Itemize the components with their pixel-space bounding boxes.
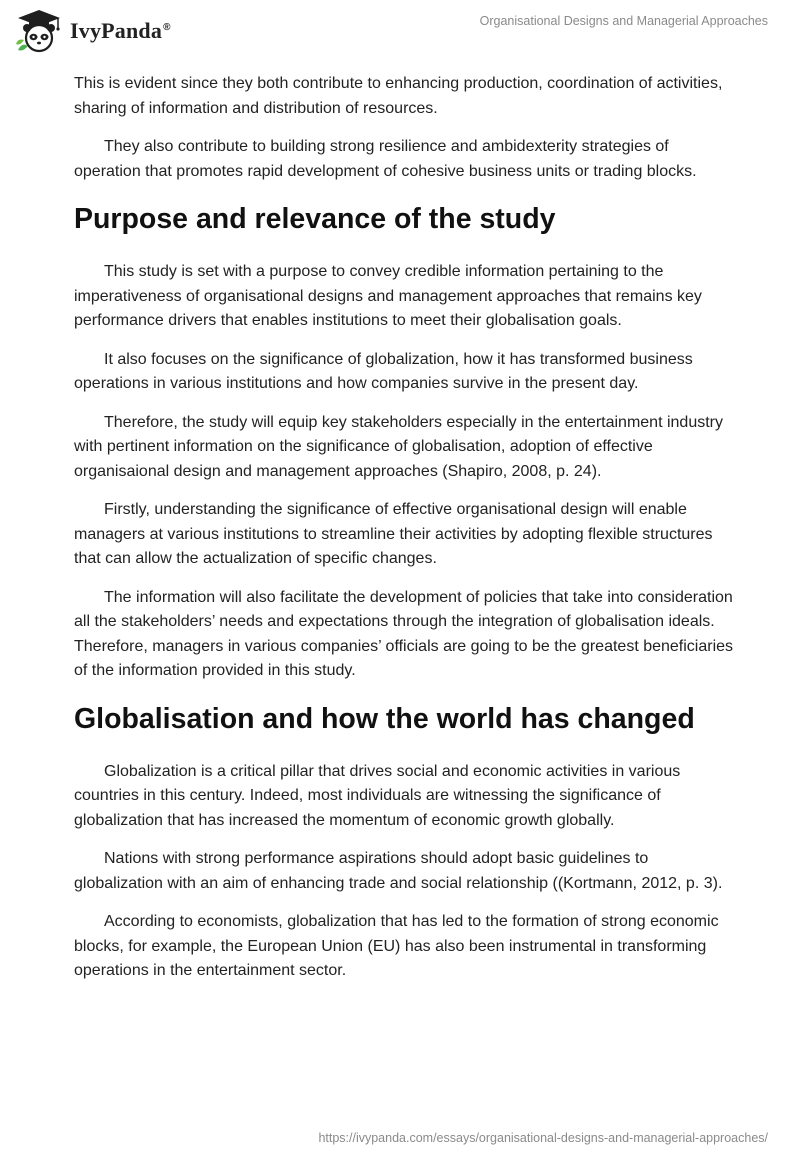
paragraph: The information will also facilitate the development of policies that take into consideration all the stakeholders’ needs and expectations through the integration of globalisation ideals. Therefore, managers in various companies’ officials are going to be the greatest beneficiaries of the information provided in this study. xyxy=(74,588,734,679)
paragraph: It also focuses on the significance of globalization, how it has transformed business operations in various institutions and how companies survive in the present day. xyxy=(74,350,693,392)
panda-graduate-icon xyxy=(14,8,64,54)
page-header xyxy=(0,0,800,60)
essay-content xyxy=(74,72,734,998)
logo-text: IvyPanda® xyxy=(70,18,171,43)
paragraph: Firstly, understanding the significance of effective organisational design will enable managers at various institutions to streamline their activities by adopting flexible structures that can allow the actualization of specific changes. xyxy=(74,501,713,567)
paragraph: This is evident since they both contribute to enhancing production, coordination of activities, sharing of information and distribution of resources. xyxy=(74,75,723,117)
document-title: Organisational Designs and Managerial Approaches xyxy=(479,14,768,28)
ivypanda-logo[interactable] xyxy=(14,8,194,54)
paragraph: Nations with strong performance aspirations should adopt basic guidelines to globalization with an aim of enhancing trade and social relationship ((Kortmann, 2012, p. 3). xyxy=(74,850,723,892)
paragraph: According to economists, globalization that has led to the formation of strong economic blocks, for example, the European Union (EU) has also been instrumental in transforming operations in the entertainment sector. xyxy=(74,913,719,979)
source-url[interactable]: https://ivypanda.com/essays/organisational-designs-and-managerial-approaches/ xyxy=(318,1131,768,1145)
paragraph: They also contribute to building strong resilience and ambidexterity strategies of operation that promotes rapid development of cohesive business units or trading blocks. xyxy=(74,138,697,180)
section-heading-globalisation: Globalisation and how the world has changed xyxy=(74,702,695,735)
paragraph: Therefore, the study will equip key stakeholders especially in the entertainment industry with pertinent information on the significance of globalisation, adoption of effective organisaional design and management approaches (Shapiro, 2008, p. 24). xyxy=(74,413,723,480)
paragraph: This study is set with a purpose to convey credible information pertaining to the imperativeness of organisational designs and management approaches that remains key performance drivers that enables institutions to meet their globalisation goals. xyxy=(74,263,702,329)
section-heading-purpose: Purpose and relevance of the study xyxy=(74,203,556,235)
paragraph: Globalization is a critical pillar that drives social and economic activities in various countries in this century. Indeed, most individuals are witnessing the significance of globalization that has increased the momentum of economic growth globally. xyxy=(74,762,681,829)
